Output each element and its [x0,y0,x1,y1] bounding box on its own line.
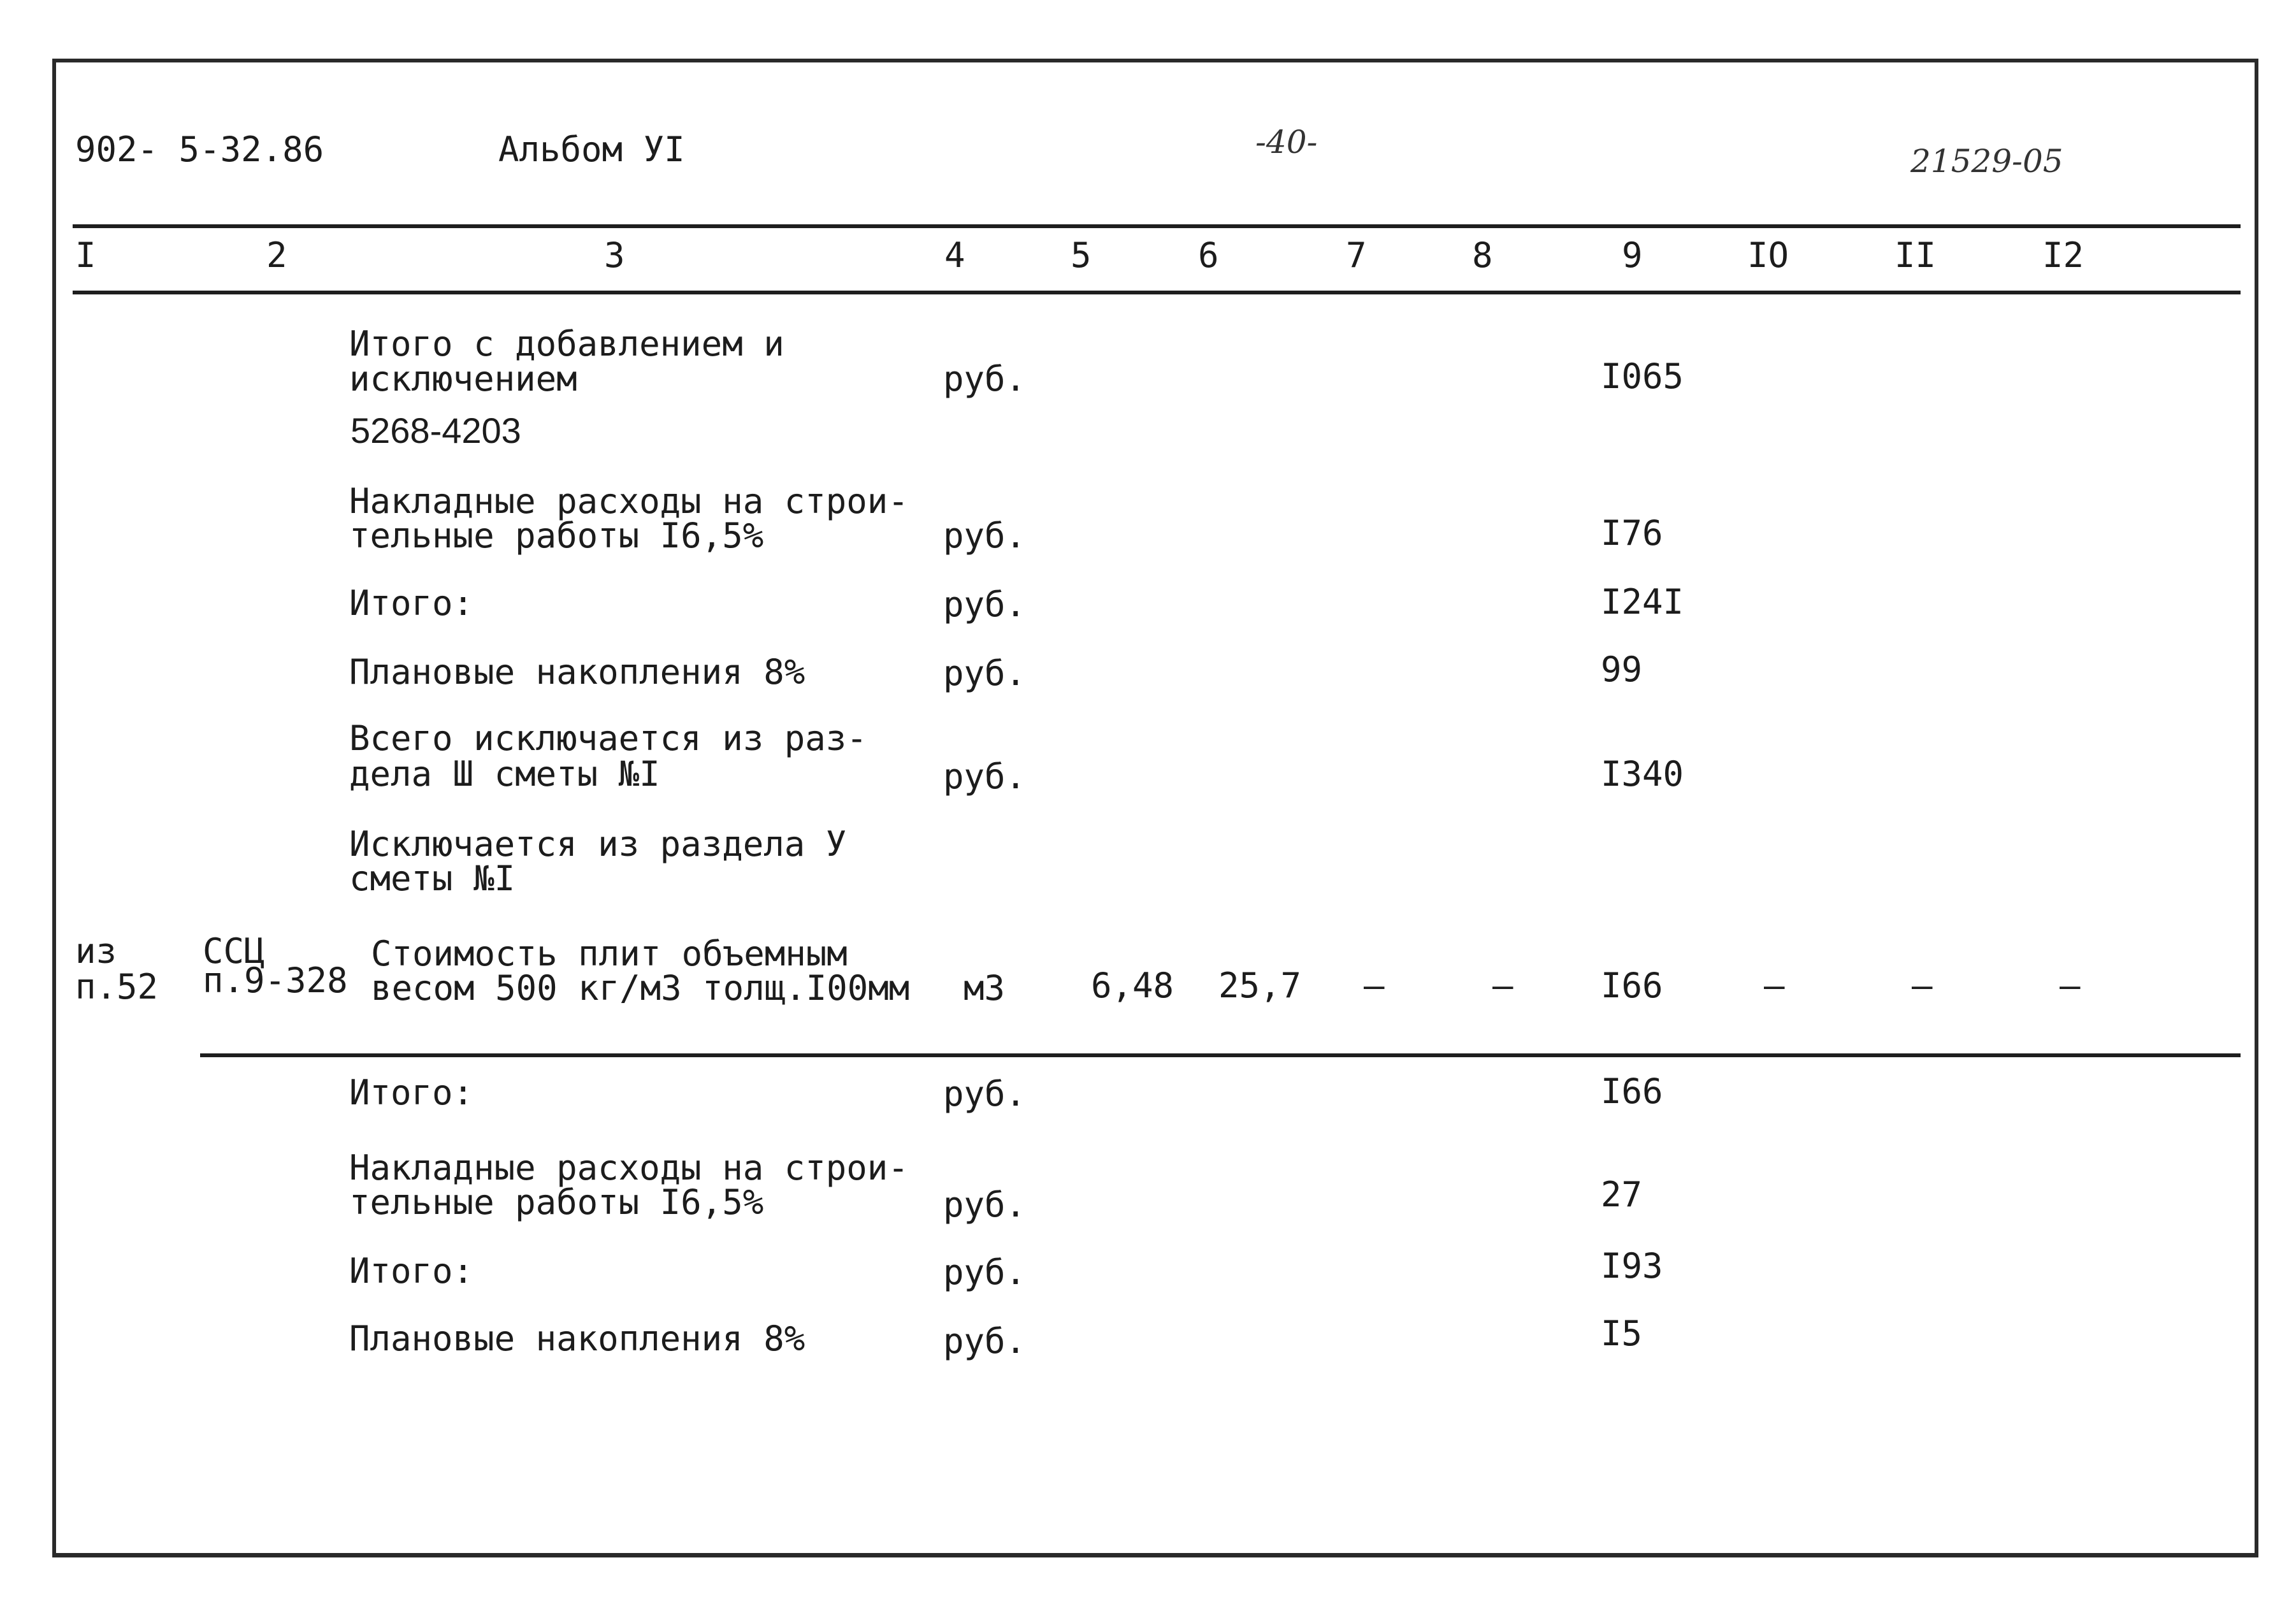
row-unit: м3 [964,968,1006,1008]
row-col11: – [1912,965,1933,1006]
row-total: I24I [1601,582,1684,622]
col-header-8: 8 [1472,235,1493,275]
row-col2-line: ССЦ [203,931,265,971]
row-col1-line: из [75,931,117,971]
row-description-line: исключением [349,359,577,399]
row-total: 27 [1601,1174,1643,1215]
row-description-line: тельные работы I6,5% [349,1182,764,1222]
row-col10: – [1764,965,1785,1006]
col-header-9: 9 [1622,235,1643,275]
row-description-line: Стоимость плит объемным [371,934,848,974]
row-unit: руб. [943,756,1027,797]
row-col12: – [2060,965,2081,1006]
row-col8: – [1492,965,1513,1006]
row-total: I66 [1601,965,1663,1006]
row-description-line: дела Ш сметы №I [349,754,660,794]
col-header-7: 7 [1346,235,1367,275]
doc-code: 902- 5-32.86 [75,129,324,170]
col-header-1: I [75,235,96,275]
row-unit-price: 25,7 [1218,965,1302,1006]
row-unit: руб. [943,1185,1027,1225]
row-description-formula: 5268-4203 [350,410,521,451]
row-col7: – [1364,965,1385,1006]
row-unit: руб. [943,653,1027,693]
page-number: -40- [1255,124,1318,161]
row-description-line: Исключается из раздела У [349,824,847,864]
row-total: I5 [1601,1313,1643,1354]
col-header-2: 2 [266,235,287,275]
header-rule-top [73,224,2241,228]
row-col2-line: п.9-328 [203,960,348,1000]
row-description: Плановые накопления 8% [349,1318,805,1359]
col-header-12: I2 [2042,235,2084,275]
row-description-line: Итого с добавлением и [349,324,784,364]
album-label: Альбом УI [498,129,685,170]
row-total: I76 [1601,513,1663,553]
row-col1-line: п.52 [75,967,159,1007]
row-unit: руб. [943,1074,1027,1114]
row-quantity: 6,48 [1091,965,1174,1006]
row-total: 99 [1601,649,1643,690]
row-unit: руб. [943,584,1027,625]
row-description: Итого: [349,583,474,623]
row-total: I66 [1601,1071,1663,1111]
col-header-6: 6 [1198,235,1219,275]
row-description: Итого: [349,1251,474,1291]
col-header-5: 5 [1071,235,1092,275]
row-description-line: тельные работы I6,5% [349,516,764,556]
row-description-line: весом 500 кг/м3 толщ.I00мм [371,968,910,1008]
row-description: Плановые накопления 8% [349,652,805,692]
col-header-3: 3 [604,235,625,275]
row-description-line: сметы №I [349,858,516,899]
row-description-line: Всего исключается из раз- [349,718,867,758]
row-unit: руб. [943,1252,1027,1292]
row-unit: руб. [943,1321,1027,1361]
section-divider [200,1053,2241,1057]
header-rule-bottom [73,291,2241,294]
row-description: Итого: [349,1073,474,1113]
row-description-line: Накладные расходы на строи- [349,481,909,521]
col-header-10: IO [1747,235,1789,275]
row-total: I340 [1601,754,1684,794]
row-total: I065 [1601,356,1684,396]
row-description-line: Накладные расходы на строи- [349,1148,909,1188]
row-unit: руб. [943,516,1027,556]
row-unit: руб. [943,359,1027,399]
row-total: I93 [1601,1246,1663,1286]
col-header-4: 4 [944,235,965,275]
col-header-11: II [1895,235,1937,275]
archive-number: 21529-05 [1910,143,2063,180]
